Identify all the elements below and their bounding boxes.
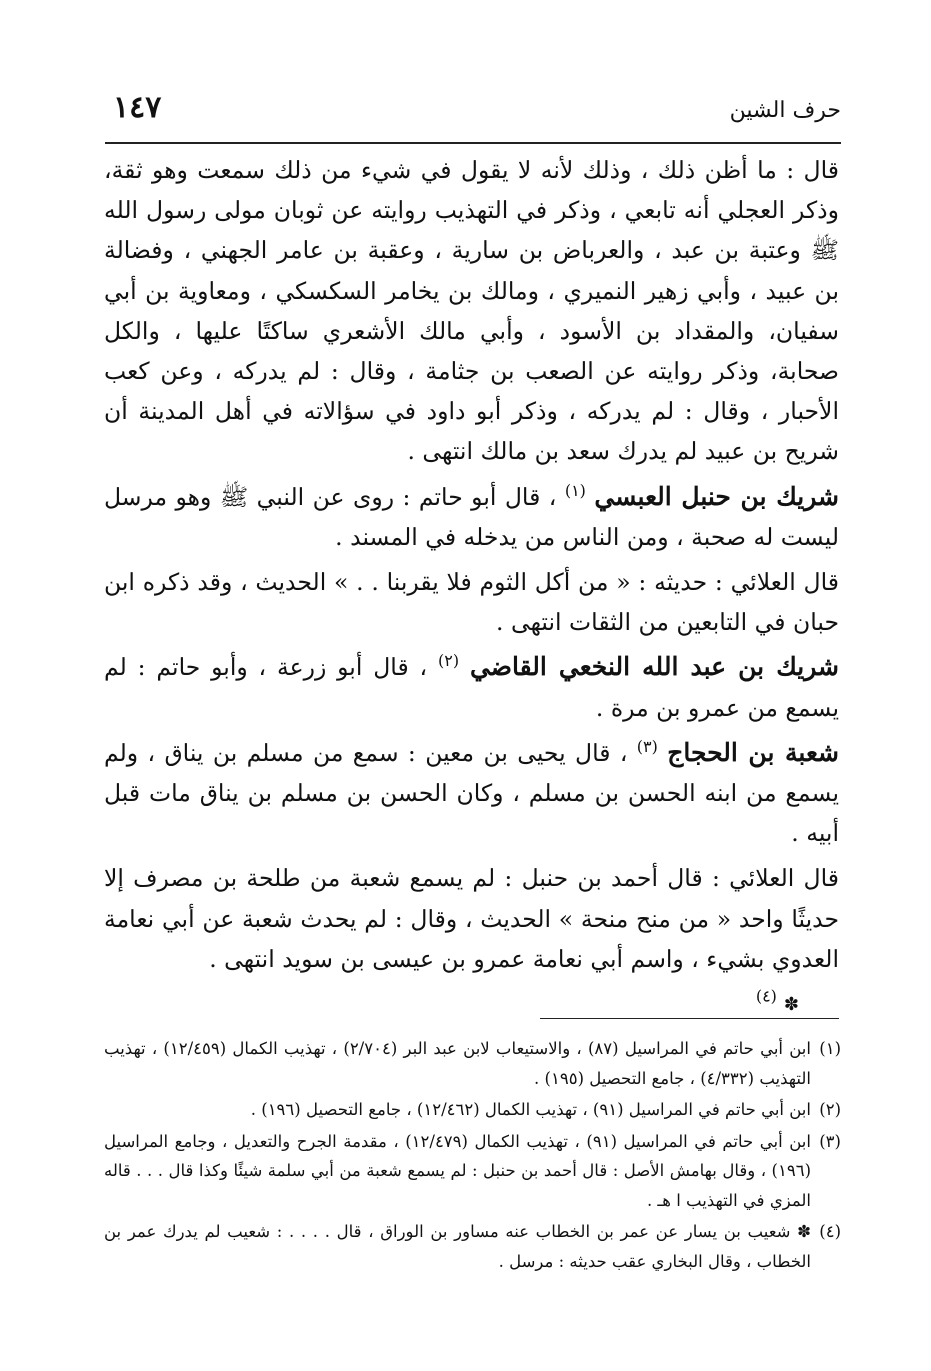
paragraph: قال : ما أظن ذلك ، وذلك لأنه لا يقول في شيء من ذلك سمعت وهو ثقة، وذكر العجلي أنه تابعي ، وذكر في التهذيب روايته عن ثوبان مولى رسول الله ﷺ وعتبة بن عبد ، والعرباض بن سارية ، وعقبة بن عامر الجهني ، وفضالة بن عبيد ، وأبي زهير النميري ، ومالك بن يخامر السكسكي ، ومعاوية بن أبي سفيان، والمقداد بن الأسود ، وأبي مالك الأشعري ساكتًا عليها ، والكل صحابة، وذكر روايته عن الصعب بن جثامة ، وقال : لم يدركه ، وعن كعب الأحبار ، وقال : لم يدركه ، وذكر أبو داود في سؤالاته في أهل المدينة أن شريح بن عبيد لم يدرك سعد بن مالك انتهى . [104, 156, 839, 466]
footnote-text: ابن أبي حاتم في المراسيل (٩١) ، تهذيب الكمال (١٢/٤٧٩) ، مقدمة الجرح والتعديل ، وجامع المراسيل (١٩٦) ، وقال بهامش الأصل : قال أحمد بن حنبل : لم يسمع شعبة من أبي سلمة شيئًا وكذا قال . . . قاله المزي في التهذيب ا هـ . [104, 1131, 811, 1210]
footnote [104, 1034, 841, 1093]
footnote [104, 1127, 841, 1216]
footnote-divider [540, 1018, 839, 1019]
footnote-ref: (٢) [437, 651, 460, 671]
footnote-ref: (٤) [755, 986, 777, 1006]
narrator-name: شريك بن حنبل العبسي [594, 481, 839, 511]
entry-shurayk-ibn-hanbal [104, 477, 839, 557]
footnote-text: ابن أبي حاتم في المراسيل (٩١) ، تهذيب الكمال (١٢/٤٦٢) ، جامع التحصيل (١٩٦) . [250, 1100, 811, 1119]
footnotes [104, 1034, 841, 1278]
main-text [104, 150, 839, 1025]
footnote-ref: (١) [564, 480, 586, 500]
footnote-number: (٢) [819, 1100, 841, 1119]
entry-shuba-ibn-al-hajjaj [104, 733, 839, 854]
narrator-name: شريك بن عبد الله النخعي القاضي [469, 652, 839, 682]
chapter-title: حرف الشين [729, 98, 841, 123]
entry-shurayk-ibn-abdullah [104, 647, 839, 727]
running-head [105, 90, 841, 140]
footnote [104, 1217, 841, 1276]
header-divider [105, 142, 841, 144]
narrator-name: شعبة بن الحجاج [667, 737, 839, 767]
footnote [104, 1095, 841, 1125]
page-number: ١٤٧ [113, 90, 162, 125]
footnote-text: ابن أبي حاتم في المراسيل (٨٧) ، والاستيعاب لابن عبد البر (٢/٧٠٤) ، تهذيب الكمال (١٢/٤٥٩) ، تهذيب التهذيب (٤/٣٣٢) ، جامع التحصيل (١٩٥) . [104, 1039, 811, 1088]
footnote-ref: (٣) [636, 737, 658, 757]
footnote-number: (٣) [819, 1131, 841, 1151]
star-entry [104, 984, 839, 1025]
paragraph: قال العلائي : حديثه : « من أكل الثوم فلا يقربنا . . » الحديث ، وقد ذكره ابن حبان في التابعين من الثقات انتهى . [104, 568, 839, 637]
paragraph: قال العلائي : قال أحمد بن حنبل : لم يسمع شعبة من طلحة بن مصرف إلا حديثًا واحد « من منح منحة » الحديث ، وقال : لم يحدث شعبة عن أبي نعامة العدوي بشيء ، واسم أبي نعامة عمرو بن عيسى بن سويد انتهى . [104, 864, 839, 973]
footnote-number: (١) [819, 1039, 841, 1058]
footnote-text: ✽ شعيب بن يسار عن عمر بن الخطاب عنه مساور بن الوراق ، قال . . . . : شعيب لم يدرك عمر بن الخطاب ، وقال البخاري عقب حديثه : مرسل . [104, 1222, 811, 1271]
entry-text: ، قال أبو زرعة ، وأبو حاتم : لم يسمع من عمرو بن مرة . [104, 653, 839, 722]
footnote-number: (٤) [819, 1222, 841, 1241]
entry-text: ، قال أبو حاتم : روى عن النبي ﷺ وهو مرسل ليست له صحبة ، ومن الناس من يدخله في المسند . [104, 482, 839, 551]
asterisk-icon: ✽ [783, 994, 799, 1016]
entry-text: ، قال يحيى بن معين : سمع من مسلم بن يناق ، ولم يسمع من ابنه الحسن بن مسلم ، وكان الحسن بن مسلم بن يناق مات قبل أبيه . [104, 738, 839, 848]
